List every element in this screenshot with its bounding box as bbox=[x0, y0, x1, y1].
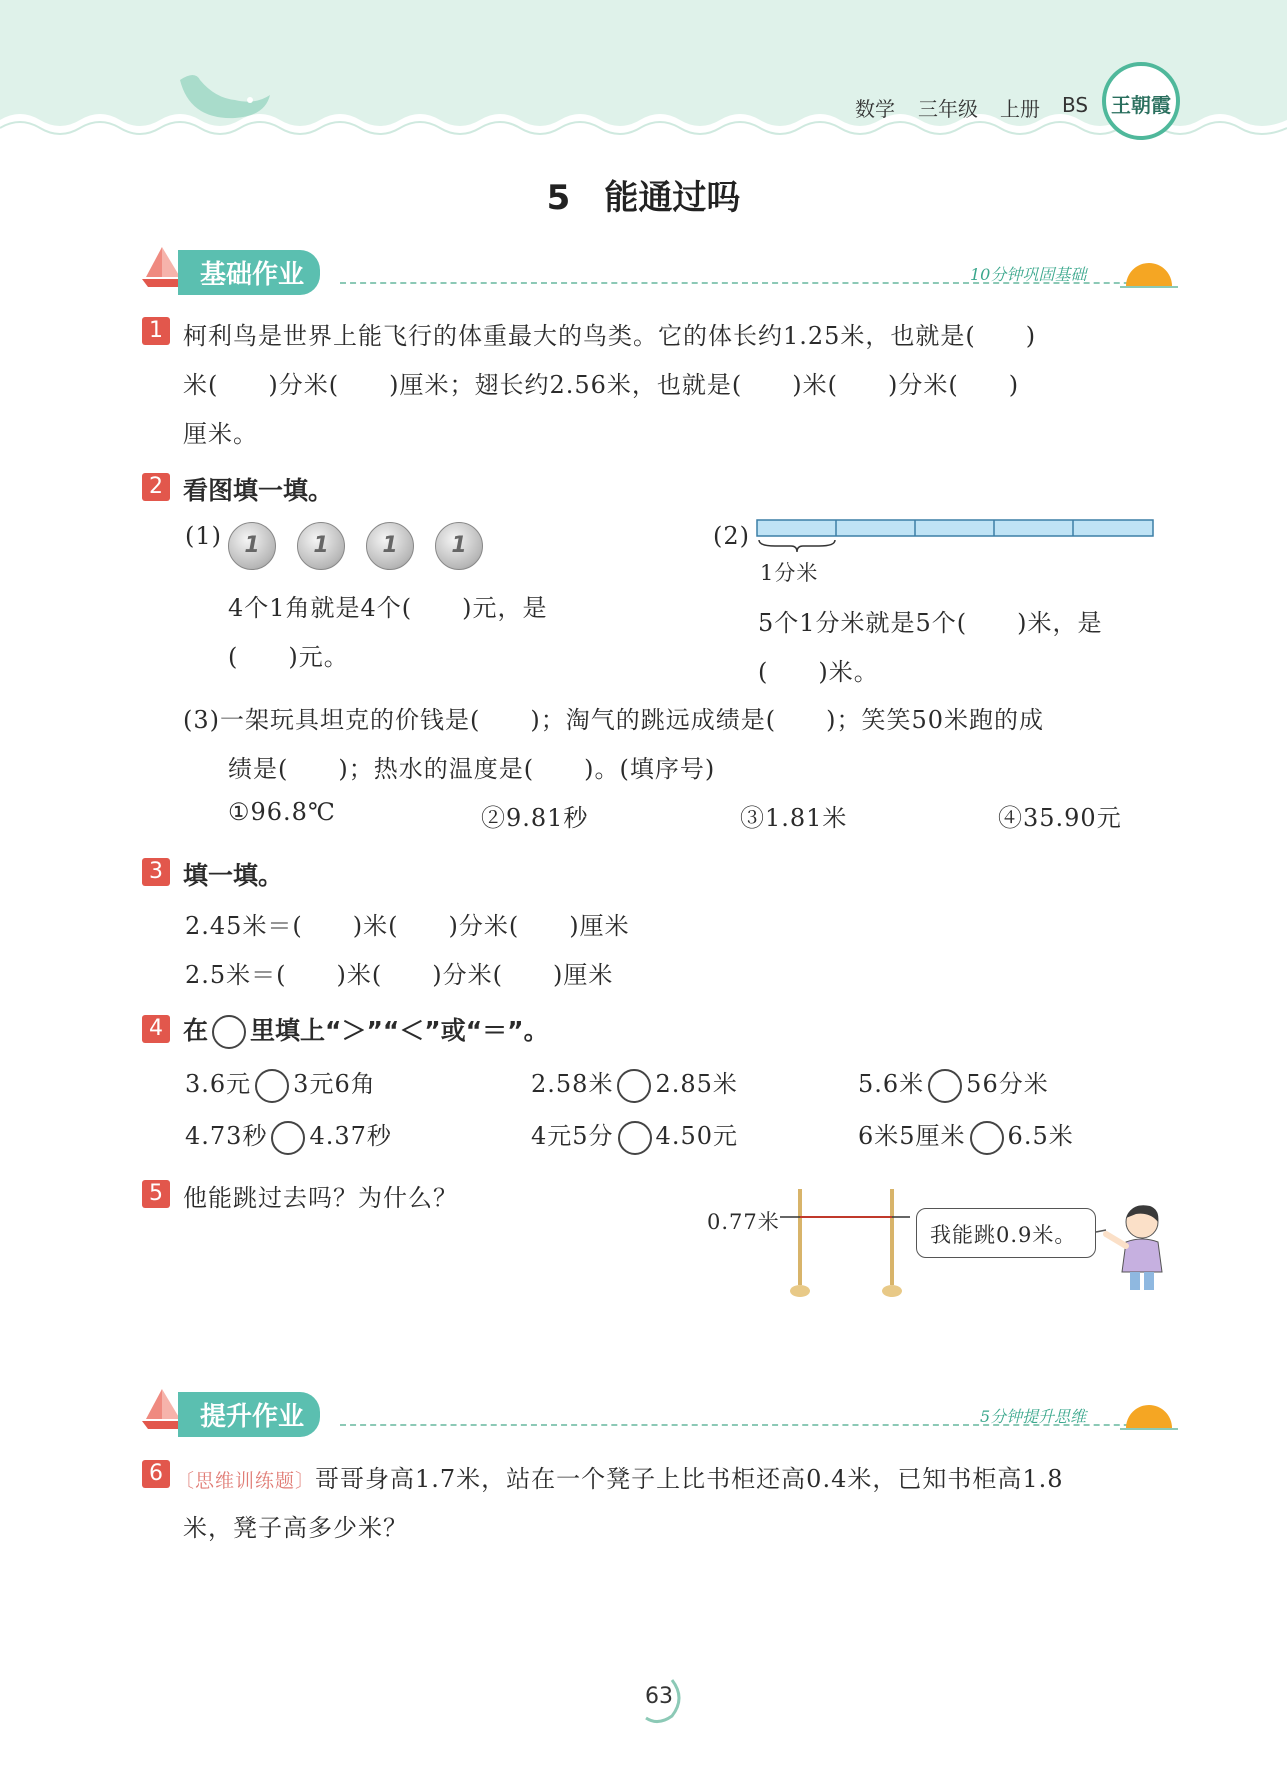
q5-title: 他能跳过去吗？为什么？ bbox=[183, 1184, 458, 1212]
compare-item-5 bbox=[531, 1116, 738, 1155]
bar-height-label: 0.77米 bbox=[707, 1210, 780, 1234]
q4-title-prefix: 在 bbox=[183, 1016, 209, 1045]
compare-item-6 bbox=[858, 1116, 1074, 1155]
coin-value: 1 bbox=[451, 533, 467, 558]
compare-item-2 bbox=[531, 1064, 738, 1103]
compare-right: 4.37秒 bbox=[309, 1122, 392, 1150]
q2-part1-line-2: ( )元。 bbox=[228, 643, 349, 671]
header-subject: 数学 bbox=[855, 97, 895, 121]
coin-image bbox=[435, 522, 483, 570]
question-number-4: 4 bbox=[142, 1015, 170, 1043]
compare-item-3 bbox=[858, 1064, 1049, 1103]
q3-line-2: 2.5米＝( )米( )分米( )厘米 bbox=[185, 961, 614, 989]
compare-left: 4元5分 bbox=[531, 1122, 614, 1150]
page-title: 5 能通过吗 bbox=[546, 178, 741, 218]
decimeter-ruler bbox=[755, 518, 1155, 554]
q6-tag: 〔思维训练题〕 bbox=[175, 1470, 316, 1492]
question-number-6: 6 bbox=[142, 1460, 170, 1488]
q2-part2-label: (2) bbox=[713, 522, 750, 550]
q1-line-1: 柯利鸟是世界上能飞行的体重最大的鸟类。它的体长约1.25米，也就是( ) bbox=[183, 322, 1037, 350]
page-number: 63 bbox=[645, 1684, 673, 1709]
q6-line-1 bbox=[175, 1459, 1064, 1494]
compare-left: 5.6米 bbox=[858, 1070, 925, 1098]
brand-name: 王朝霞 bbox=[1111, 93, 1171, 117]
ruler-label: 1分米 bbox=[760, 561, 819, 585]
q2-title: 看图填一填。 bbox=[183, 476, 334, 505]
section-advanced-label: 提升作业 bbox=[178, 1392, 320, 1437]
compare-item-4 bbox=[185, 1116, 392, 1155]
option-3: ③1.81米 bbox=[740, 804, 848, 832]
section-basic-note: 10分钟巩固基础 bbox=[970, 265, 1087, 284]
compare-circle[interactable] bbox=[617, 1069, 651, 1103]
compare-left: 6米5厘米 bbox=[858, 1122, 966, 1150]
compare-left: 2.58米 bbox=[531, 1070, 614, 1098]
compare-circle[interactable] bbox=[928, 1069, 962, 1103]
compare-right: 56分米 bbox=[966, 1070, 1049, 1098]
q4-title bbox=[183, 1011, 549, 1049]
q6-line-2: 米，凳子高多少米？ bbox=[183, 1514, 408, 1542]
q3-title: 填一填。 bbox=[183, 861, 284, 890]
question-number-3: 3 bbox=[142, 858, 170, 886]
coin-value: 1 bbox=[382, 533, 398, 558]
q2-part3-line-2: 绩是( )；热水的温度是( )。(填序号) bbox=[228, 755, 716, 783]
header-edition: BS bbox=[1062, 93, 1089, 117]
brand-logo bbox=[1102, 62, 1180, 140]
coin-value: 1 bbox=[244, 533, 260, 558]
compare-circle[interactable] bbox=[970, 1121, 1004, 1155]
coin-image bbox=[366, 522, 414, 570]
compare-circle[interactable] bbox=[255, 1069, 289, 1103]
whale-icon bbox=[175, 70, 275, 130]
q6-text: 哥哥身高1.7米，站在一个凳子上比书柜还高0.4米，已知书柜高1.8 bbox=[315, 1465, 1064, 1493]
speech-bubble bbox=[916, 1208, 1096, 1258]
q1-line-2: 米( )分米( )厘米；翅长约2.56米，也就是( )米( )分米( ) bbox=[183, 371, 1020, 399]
compare-circle bbox=[212, 1015, 246, 1049]
compare-left: 3.6元 bbox=[185, 1070, 252, 1098]
section-basic-label: 基础作业 bbox=[178, 250, 320, 295]
q1-line-3: 厘米。 bbox=[183, 420, 258, 448]
q2-part3-line-1: (3)一架玩具坦克的价钱是( )；淘气的跳远成绩是( )；笑笑50米跑的成 bbox=[183, 706, 1044, 734]
sun-icon bbox=[1120, 256, 1178, 290]
q4-title-suffix: 里填上“＞”“＜”或“＝”。 bbox=[250, 1016, 549, 1045]
sun-icon bbox=[1120, 1398, 1178, 1432]
compare-item-1 bbox=[185, 1064, 376, 1103]
compare-right: 6.5米 bbox=[1007, 1122, 1074, 1150]
high-jump-bar bbox=[780, 1185, 930, 1300]
speech-text: 我能跳0.9米。 bbox=[930, 1223, 1077, 1247]
question-number-1: 1 bbox=[142, 317, 170, 345]
coin-image bbox=[228, 522, 276, 570]
compare-right: 4.50元 bbox=[655, 1122, 738, 1150]
question-number-2: 2 bbox=[142, 473, 170, 501]
option-2: ②9.81秒 bbox=[481, 804, 589, 832]
q2-part1-line-1: 4个1角就是4个( )元，是 bbox=[228, 594, 548, 622]
option-4: ④35.90元 bbox=[998, 804, 1122, 832]
q3-line-1: 2.45米＝( )米( )分米( )厘米 bbox=[185, 912, 630, 940]
question-number-5: 5 bbox=[142, 1180, 170, 1208]
coin-value: 1 bbox=[313, 533, 329, 558]
compare-circle[interactable] bbox=[271, 1121, 305, 1155]
page-number-badge bbox=[632, 1672, 686, 1726]
compare-right: 2.85米 bbox=[655, 1070, 738, 1098]
compare-circle[interactable] bbox=[618, 1121, 652, 1155]
option-1: ①96.8℃ bbox=[228, 798, 336, 826]
compare-right: 3元6角 bbox=[293, 1070, 376, 1098]
q2-part1-label: (1) bbox=[185, 522, 222, 550]
boy-illustration bbox=[1092, 1200, 1182, 1295]
coin-image bbox=[297, 522, 345, 570]
q2-part2-line-2: ( )米。 bbox=[758, 658, 879, 686]
section-advanced-note: 5分钟提升思维 bbox=[980, 1407, 1087, 1426]
compare-left: 4.73秒 bbox=[185, 1122, 268, 1150]
header-volume: 上册 bbox=[1000, 97, 1040, 121]
header-grade: 三年级 bbox=[918, 97, 978, 121]
q2-part2-line-1: 5个1分米就是5个( )米，是 bbox=[758, 609, 1103, 637]
